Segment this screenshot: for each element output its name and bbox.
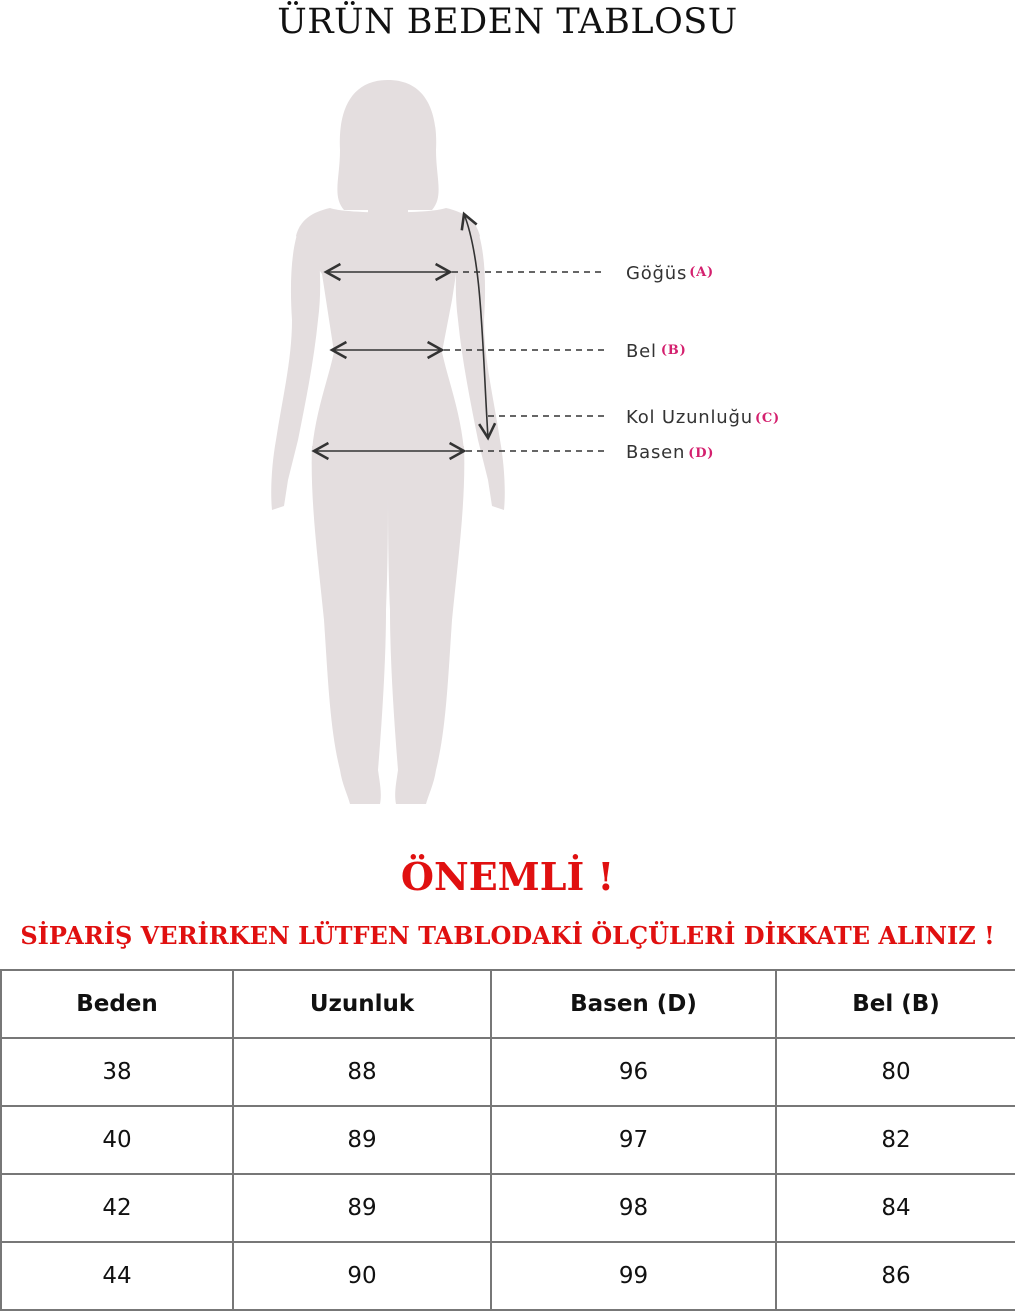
order-notice: SİPARİŞ VERİRKEN LÜTFEN TABLODAKİ ÖLÇÜLERİ DİKKATE ALINIZ ! (20, 921, 995, 950)
body-silhouette (271, 80, 505, 804)
table-header-row (1, 970, 1015, 1038)
cell-uzunluk: 90 (233, 1242, 491, 1310)
label-sleeve-code: (C) (754, 411, 780, 426)
important-heading: ÖNEMLİ ! (400, 854, 615, 899)
label-hips-code: (D) (688, 446, 715, 461)
page-title: ÜRÜN BEDEN TABLOSU (277, 2, 738, 42)
body-measurement-diagram (0, 60, 1015, 820)
cell-uzunluk: 89 (233, 1106, 491, 1174)
size-table (0, 969, 1015, 1311)
cell-bel: 86 (776, 1242, 1015, 1310)
cell-basen: 99 (491, 1242, 776, 1310)
label-hips (626, 442, 714, 463)
header-bel: Bel (B) (776, 970, 1015, 1038)
cell-basen: 96 (491, 1038, 776, 1106)
label-waist-text: Bel (626, 341, 657, 362)
table-row (1, 1106, 1015, 1174)
cell-beden: 42 (1, 1174, 233, 1242)
table-row (1, 1242, 1015, 1310)
header-uzunluk: Uzunluk (233, 970, 491, 1038)
label-chest-code: (A) (689, 265, 714, 280)
cell-beden: 40 (1, 1106, 233, 1174)
label-waist-code: (B) (660, 343, 687, 358)
label-chest-text: Göğüs (626, 263, 688, 284)
table-row (1, 1174, 1015, 1242)
cell-uzunluk: 88 (233, 1038, 491, 1106)
cell-bel: 80 (776, 1038, 1015, 1106)
cell-bel: 82 (776, 1106, 1015, 1174)
cell-basen: 97 (491, 1106, 776, 1174)
label-sleeve-text: Kol Uzunluğu (626, 407, 753, 428)
cell-bel: 84 (776, 1174, 1015, 1242)
cell-basen: 98 (491, 1174, 776, 1242)
cell-uzunluk: 89 (233, 1174, 491, 1242)
table-row (1, 1038, 1015, 1106)
header-beden: Beden (1, 970, 233, 1038)
header-basen: Basen (D) (491, 970, 776, 1038)
cell-beden: 44 (1, 1242, 233, 1310)
label-chest (626, 263, 714, 284)
cell-beden: 38 (1, 1038, 233, 1106)
label-hips-text: Basen (626, 442, 686, 463)
label-sleeve (626, 407, 780, 428)
label-waist (626, 341, 687, 362)
